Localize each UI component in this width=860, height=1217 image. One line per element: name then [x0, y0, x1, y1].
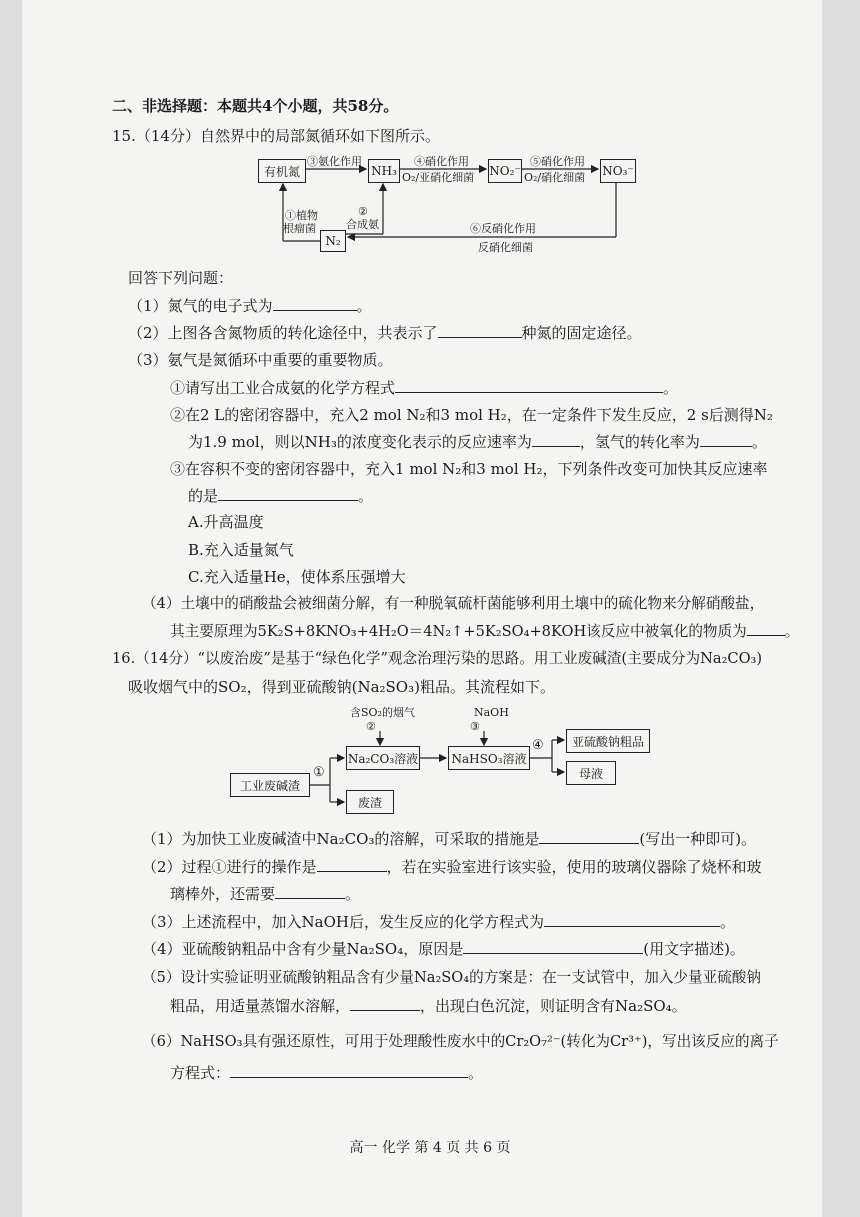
- step2-circle-label: ②: [366, 720, 376, 733]
- answer-blank[interactable]: [317, 857, 387, 872]
- q15-part3-3b: 的是 。: [188, 487, 374, 505]
- q15-answer-prompt: 回答下列问题：: [128, 269, 234, 287]
- q15-part3-3a: ③在容积不变的密闭容器中，充入1 mol N₂和3 mol H₂，下列条件改变可加快其反应速率: [170, 460, 768, 478]
- answer-blank[interactable]: [463, 939, 643, 954]
- flue-gas-input-label: 含SO₂的烟气: [350, 706, 415, 719]
- q15-part4a: （4）土壤中的硝酸盐会被细菌分解，有一种脱氧硫杆菌能够利用土壤中的硫化物来分解硝酸盐，: [142, 595, 765, 612]
- q16-part1: （1）为加快工业废碱渣中Na₂CO₃的溶解，可采取的措施是 (写出一种即可)。: [142, 830, 757, 848]
- q15-part3-1: ①请写出工业合成氨的化学方程式 。: [170, 379, 679, 397]
- step4-bottom-label: O₂/亚硝化细菌: [402, 171, 475, 184]
- step2-label-2: 合成氨: [346, 218, 379, 231]
- q16-part6a: （6）NaHSO₃具有强还原性，可用于处理酸性废水中的Cr₂O₇²⁻(转化为Cr³⁺)，写出该反应的离子: [142, 1033, 779, 1050]
- q15-part3-2a: ②在2 L的密闭容器中，充入2 mol N₂和3 mol H₂，在一定条件下发生反应，2 s后测得N₂: [170, 406, 773, 424]
- q15-part2: （2）上图各含氮物质的转化途径中，共表示了 种氮的固定途径。: [128, 324, 642, 342]
- organic-nitrogen-box: 有机氮: [258, 159, 306, 183]
- sodium-sulfite-crude-box: 亚硫酸钠粗品: [566, 729, 650, 753]
- page-footer: 高一 化学 第 4 页 共 6 页: [349, 1140, 511, 1156]
- q16-part5b: 粗品，用适量蒸馏水溶解， ，出现白色沉淀，则证明含有Na₂SO₄。: [170, 997, 687, 1015]
- step4-top-label: ④硝化作用: [414, 155, 469, 168]
- q16-part5a: （5）设计实验证明亚硫酸钠粗品含有少量Na₂SO₄的方案是：在一支试管中，加入少量亚硫酸钠: [142, 969, 761, 986]
- no3-box: NO₃⁻: [600, 159, 636, 183]
- step1-label-1: ①植物: [285, 209, 318, 222]
- step6-bottom-label: 反硝化细菌: [478, 241, 533, 254]
- n2-box: N₂: [320, 230, 346, 252]
- nahso3-solution-box: NaHSO₃溶液: [448, 746, 530, 770]
- option-a: A.升高温度: [188, 513, 264, 531]
- step4-circle-label: ④: [532, 738, 544, 753]
- q15-stem: 15.（14分）自然界中的局部氮循环如下图所示。: [112, 127, 440, 145]
- section-heading: 二、非选择题：本题共4个小题，共58分。: [112, 97, 399, 115]
- q16-part2b: 璃棒外，还需要 。: [170, 885, 361, 903]
- na2co3-solution-box: Na₂CO₃溶液: [346, 746, 420, 770]
- answer-blank[interactable]: [230, 1063, 468, 1078]
- step1-label-2: 根瘤菌: [283, 222, 316, 235]
- q15-part3: （3）氨气是氮循环中重要的重要物质。: [128, 351, 393, 369]
- q16-stem-b: 吸收烟气中的SO₂，得到亚硫酸钠(Na₂SO₃)粗品。其流程如下。: [128, 678, 555, 696]
- q16-part3: （3）上述流程中，加入NaOH后，发生反应的化学方程式为 。: [142, 913, 736, 931]
- answer-blank[interactable]: [539, 829, 639, 844]
- step2-label-1: ②: [358, 205, 368, 218]
- answer-blank[interactable]: [275, 884, 345, 899]
- q16-part6b: 方程式： 。: [170, 1064, 484, 1082]
- nh3-box: NH₃: [368, 159, 400, 183]
- answer-blank[interactable]: [350, 996, 420, 1011]
- q16-part2a: （2）过程①进行的操作是 ，若在实验室进行该实验，使用的玻璃仪器除了烧杯和玻: [142, 858, 762, 876]
- q15-part4b: 其主要原理为5K₂S+8KNO₃+4H₂O＝4N₂↑+5K₂SO₄+8KOH该反应中被氧化的物质为 。: [170, 623, 800, 640]
- no2-box: NO₂⁻: [488, 159, 522, 183]
- waste-residue-box: 废渣: [346, 790, 394, 814]
- q16-stem-a: 16.（14分）“以废治废”是基于“绿色化学”观念治理污染的思路。用工业废碱渣(主要成分为Na₂CO₃): [112, 650, 763, 667]
- step3-label: ③氨化作用: [307, 155, 362, 168]
- q15-part3-2b: 为1.9 mol，则以NH₃的浓度变化表示的反应速率为 ，氢气的转化率为 。: [188, 433, 767, 451]
- answer-blank[interactable]: [544, 912, 720, 927]
- naoh-input-label: NaOH: [474, 706, 509, 719]
- industrial-waste-alkali-box: 工业废碱渣: [230, 773, 310, 797]
- q15-part1: （1）氮气的电子式为 。: [128, 297, 372, 315]
- step3-circle-label: ③: [470, 720, 480, 733]
- q16-part4: （4）亚硫酸钠粗品中含有少量Na₂SO₄，原因是 (用文字描述)。: [142, 940, 745, 958]
- option-c: C.充入适量He，使体系压强增大: [188, 568, 406, 586]
- option-b: B.充入适量氮气: [188, 541, 294, 559]
- mother-liquor-box: 母液: [566, 761, 616, 785]
- step1-circle-label: ①: [313, 765, 325, 780]
- step5-bottom-label: O₂/硝化细菌: [524, 171, 586, 184]
- step6-top-label: ⑥反硝化作用: [470, 222, 536, 235]
- step5-top-label: ⑤硝化作用: [530, 155, 585, 168]
